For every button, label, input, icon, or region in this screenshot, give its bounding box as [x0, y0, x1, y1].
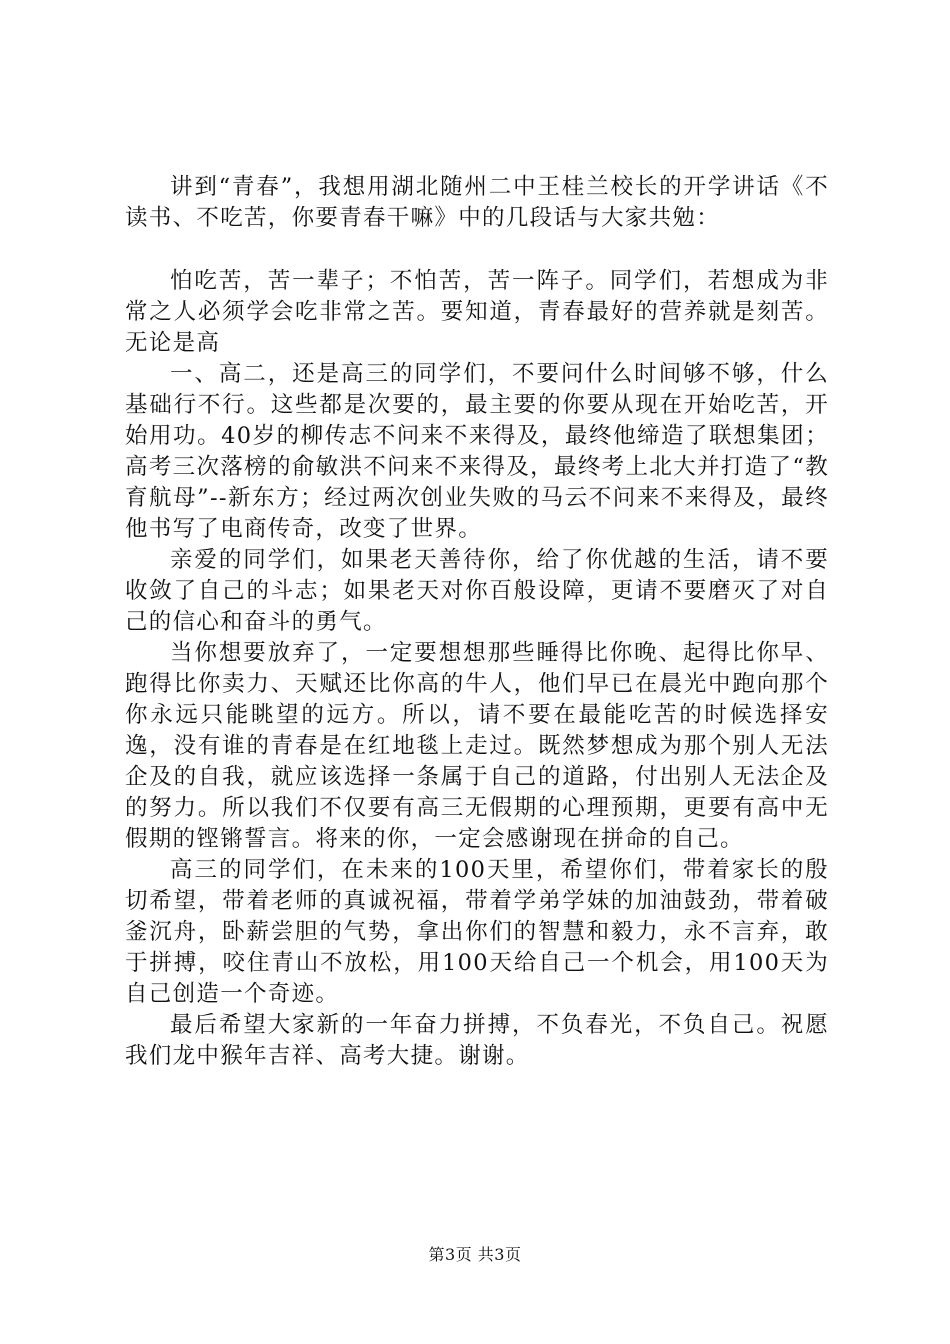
paragraph-quote-4: 当你想要放弃了，一定要想想那些睡得比你晚、起得比你早、跑得比你卖力、天赋还比你高的牛人，他们早已在晨光中跑向那个你永远只能眺望的远方。所以，请不要在最能吃苦的时候选择安逸，没有谁的青春是在红地毯上走过。既然梦想成为那个别人无法企及的自我，就应该选择一条属于自己的道路，付出别人无法企及的努力。所以我们不仅要有高三无假期的心理预期，更要有高中无假期的铿锵誓言。将来的你，一定会感谢现在拼命的自己。: [125, 640, 829, 852]
paragraph-closing: 最后希望大家新的一年奋力拼搏，不负春光，不负自己。祝愿我们龙中猴年吉祥、高考大捷。谢谢。: [125, 1012, 829, 1069]
paragraph-quote-1: 怕吃苦，苦一辈子；不怕苦，苦一阵子。同学们，若想成为非常之人必须学会吃非常之苦。要知道，青春最好的营养就是刻苦。无论是高: [125, 268, 829, 356]
paragraph-intro: 讲到“青春”，我想用湖北随州二中王桂兰校长的开学讲话《不读书、不吃苦，你要青春干嘛》中的几段话与大家共勉：: [125, 174, 829, 231]
paragraph-quote-3: 亲爱的同学们，如果老天善待你，给了你优越的生活，请不要收敛了自己的斗志；如果老天对你百般设障，更请不要磨灭了对自己的信心和奋斗的勇气。: [125, 547, 829, 635]
document-body: [125, 172, 829, 1072]
paragraph-quote-2: 一、高二，还是高三的同学们，不要问什么时间够不够，什么基础行不行。这些都是次要的，最主要的你要从现在开始吃苦，开始用功。40岁的柳传志不问来不来得及，最终他缔造了联想集团；高考三次落榜的俞敏洪不问来不来得及，最终考上北大并打造了“教育航母”--新东方；经过两次创业失败的马云不问来不来得及，最终他书写了电商传奇，改变了世界。: [125, 361, 829, 542]
page-footer: [0, 1245, 950, 1265]
paragraph-senior-wishes: 高三的同学们，在未来的100天里，希望你们，带着家长的殷切希望，带着老师的真诚祝福，带着学弟学妹的加油鼓劲，带着破釜沉舟，卧薪尝胆的气势，拿出你们的智慧和毅力，永不言弃，敢于拼搏，咬住青山不放松，用100天给自己一个机会，用100天为自己创造一个奇迹。: [125, 857, 829, 1007]
page-number-label: 第3页 共3页: [428, 1245, 522, 1264]
